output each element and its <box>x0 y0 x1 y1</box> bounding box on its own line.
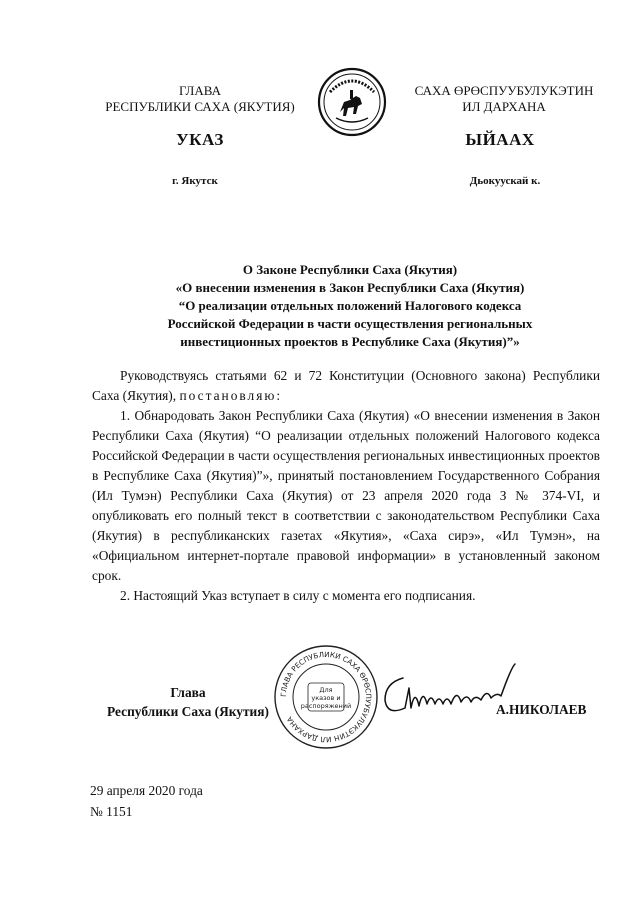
official-stamp <box>272 643 380 751</box>
intro-text: Руководствуясь статьями 62 и 72 Конституции (Основного закона) Республики Саха (Якутия), <box>92 368 600 403</box>
decree-label-ru: УКАЗ <box>176 130 224 149</box>
stamp-center-2: указов и <box>311 694 341 702</box>
place-sakha: Дьокуускай к. <box>469 175 541 187</box>
document-title <box>80 261 620 351</box>
stamp-center-3: распоряжений <box>300 702 352 710</box>
title-line-5: инвестиционных проектов в Республике Саха (Якутия)”» <box>180 334 520 349</box>
issuer-sakha-line-2: ИЛ ДАРХАНА <box>462 99 546 114</box>
item-1: 1. Обнародовать Закон Республики Саха (Якутия) «О внесении изменения в Закон Республики Саха (Якутия) “О реализации отдельных положений Налогового кодекса Российской Федерации в части осуществления региональных инвестиционных проектов в Республике Саха (Якутия)”», принятый постановлением Государственного Собрания (Ил Тумэн) Республики Саха (Якутия) от 23 апреля 2020 года З № 374-VI, и опубликовать его полный текст в соответствии с законодательством Республики Саха (Якутия) в республиканских газетах «Якутия», «Саха сирэ», «Ил Тумэн», на «Официальном интернет-портале правовой информации» в установленный законом срок. <box>92 408 600 583</box>
place-ru: г. Якутск <box>172 175 218 187</box>
issuer-sakha-line-1: САХА ӨРӨСПУУБУЛУКЭТИН <box>414 83 594 98</box>
decree-number: № 1151 <box>90 804 133 819</box>
intro-paragraph <box>92 366 600 406</box>
stamp-ring-text: ГЛАВА РЕСПУБЛИКИ САХА ӨРӨСПУУБУЛУКЭТИН ИЛ ДАРХАНА <box>278 649 374 745</box>
title-line-1: О Законе Республики Саха (Якутия) <box>242 262 458 277</box>
title-line-4: Российской Федерации в части осуществления региональных <box>167 316 533 331</box>
date-block <box>90 780 203 822</box>
signatory-line-1: Глава <box>170 685 206 700</box>
issuer-title-ru <box>80 83 320 115</box>
item-2: 2. Настоящий Указ вступает в силу с момента его подписания. <box>120 588 476 603</box>
issuer-line-2: РЕСПУБЛИКИ САХА (ЯКУТИЯ) <box>105 99 295 114</box>
document-body <box>92 366 600 606</box>
signatory-line-2: Республики Саха (Якутия) <box>107 704 269 719</box>
signatory-title <box>88 683 288 721</box>
issuer-title-sakha <box>398 83 610 115</box>
title-line-2: «О внесении изменения в Закон Республики Саха (Якутия) <box>175 280 525 295</box>
intro-action: постановляю: <box>179 388 283 403</box>
signatory-name: А.НИКОЛАЕВ <box>496 702 587 717</box>
stamp-center-1: Для <box>319 686 333 694</box>
issuer-line-1: ГЛАВА <box>179 83 221 98</box>
decree-label-sakha: ЫЙААХ <box>465 130 535 149</box>
title-line-3: “О реализации отдельных положений Налогового кодекса <box>178 298 522 313</box>
decree-date: 29 апреля 2020 года <box>90 783 203 798</box>
coat-of-arms-icon <box>316 66 388 138</box>
